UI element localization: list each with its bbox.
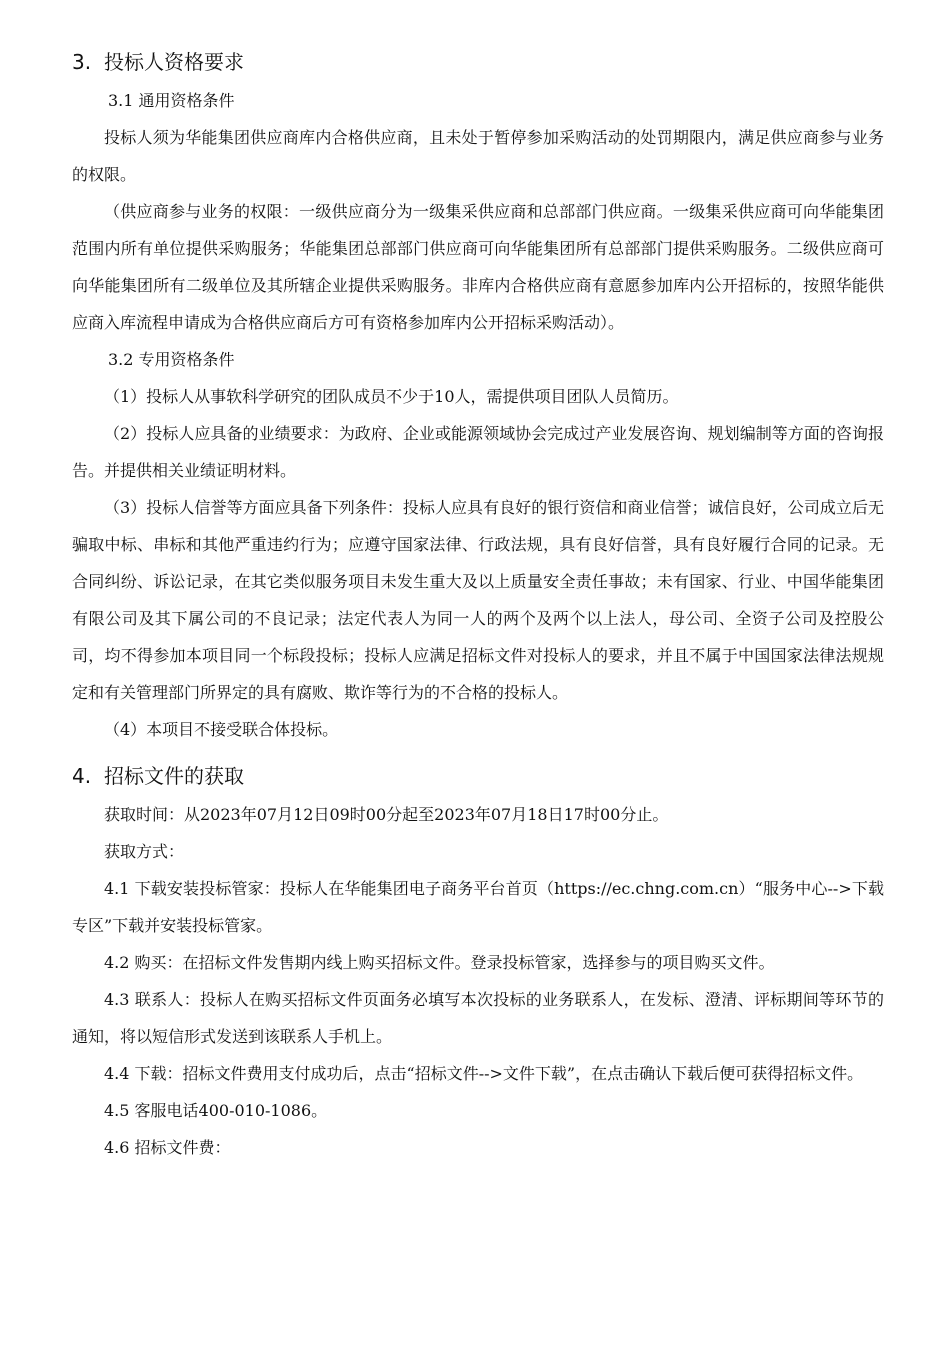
subsection-4-1: 4.1 下载安装投标管家：投标人在华能集团电子商务平台首页（https://ec.chng.com.cn）“服务中心-->下载专区”下载并安装投标管家。 xyxy=(72,879,884,935)
acquisition-method: 获取方式： xyxy=(104,842,185,861)
section-4-number: 4. xyxy=(72,764,92,788)
subsection-4-4: 4.4 下载：招标文件费用支付成功后，点击“招标文件-->文件下载”，在点击确认下载后便可获得招标文件。 xyxy=(104,1064,864,1083)
subsection-4-5: 4.5 客服电话400-010-1086。 xyxy=(104,1101,328,1120)
acquisition-time: 获取时间：从2023年07月12日09时00分起至2023年07月18日17时00分止。 xyxy=(104,805,669,824)
subsection-4-2: 4.2 购买：在招标文件发售期内线上购买招标文件。登录投标管家，选择参与的项目购买文件。 xyxy=(104,953,775,972)
subsection-3-2-title: 3.2 专用资格条件 xyxy=(108,350,235,369)
document-page xyxy=(72,42,884,1166)
section-4-title: 招标文件的获取 xyxy=(104,764,244,788)
subsection-3-2-item-4: （4）本项目不接受联合体投标。 xyxy=(104,720,339,739)
subsection-3-1-paragraph-1: 投标人须为华能集团供应商库内合格供应商，且未处于暂停参加采购活动的处罚期限内，满足供应商参与业务的权限。 xyxy=(72,128,884,184)
subsection-3-2-item-1: （1）投标人从事软科学研究的团队成员不少于10人，需提供项目团队人员简历。 xyxy=(104,387,679,406)
subsection-3-2-item-3: （3）投标人信誉等方面应具备下列条件：投标人应具有良好的银行资信和商业信誉；诚信良好，公司成立后无骗取中标、串标和其他严重违约行为；应遵守国家法律、行政法规，具有良好信誉，具有良好履行合同的记录。无合同纠纷、诉讼记录，在其它类似服务项目未发生重大及以上质量安全责任事故；未有国家、行业、中国华能集团有限公司及其下属公司的不良记录；法定代表人为同一人的两个及两个以上法人，母公司、全资子公司及控股公司，均不得参加本项目同一个标段投标；投标人应满足招标文件对投标人的要求，并且不属于中国国家法律法规规定和有关管理部门所界定的具有腐败、欺诈等行为的不合格的投标人。 xyxy=(72,498,884,702)
subsection-3-2-item-2: （2）投标人应具备的业绩要求：为政府、企业或能源领域协会完成过产业发展咨询、规划编制等方面的咨询报告。并提供相关业绩证明材料。 xyxy=(72,424,884,480)
subsection-4-6: 4.6 招标文件费： xyxy=(104,1138,231,1157)
section-4-heading xyxy=(72,756,884,796)
section-3-number: 3. xyxy=(72,50,92,74)
subsection-4-3: 4.3 联系人：投标人在购买招标文件页面务必填写本次投标的业务联系人，在发标、澄清、评标期间等环节的通知，将以短信形式发送到该联系人手机上。 xyxy=(72,990,884,1046)
subsection-3-1-title: 3.1 通用资格条件 xyxy=(108,91,235,110)
section-3-title: 投标人资格要求 xyxy=(104,50,244,74)
subsection-3-1-paragraph-2: （供应商参与业务的权限：一级供应商分为一级集采供应商和总部部门供应商。一级集采供应商可向华能集团范围内所有单位提供采购服务；华能集团总部部门供应商可向华能集团所有总部部门提供采购服务。二级供应商可向华能集团所有二级单位及其所辖企业提供采购服务。非库内合格供应商有意愿参加库内公开招标的，按照华能供应商入库流程申请成为合格供应商后方可有资格参加库内公开招标采购活动）。 xyxy=(72,202,884,332)
section-3-heading xyxy=(72,42,884,82)
